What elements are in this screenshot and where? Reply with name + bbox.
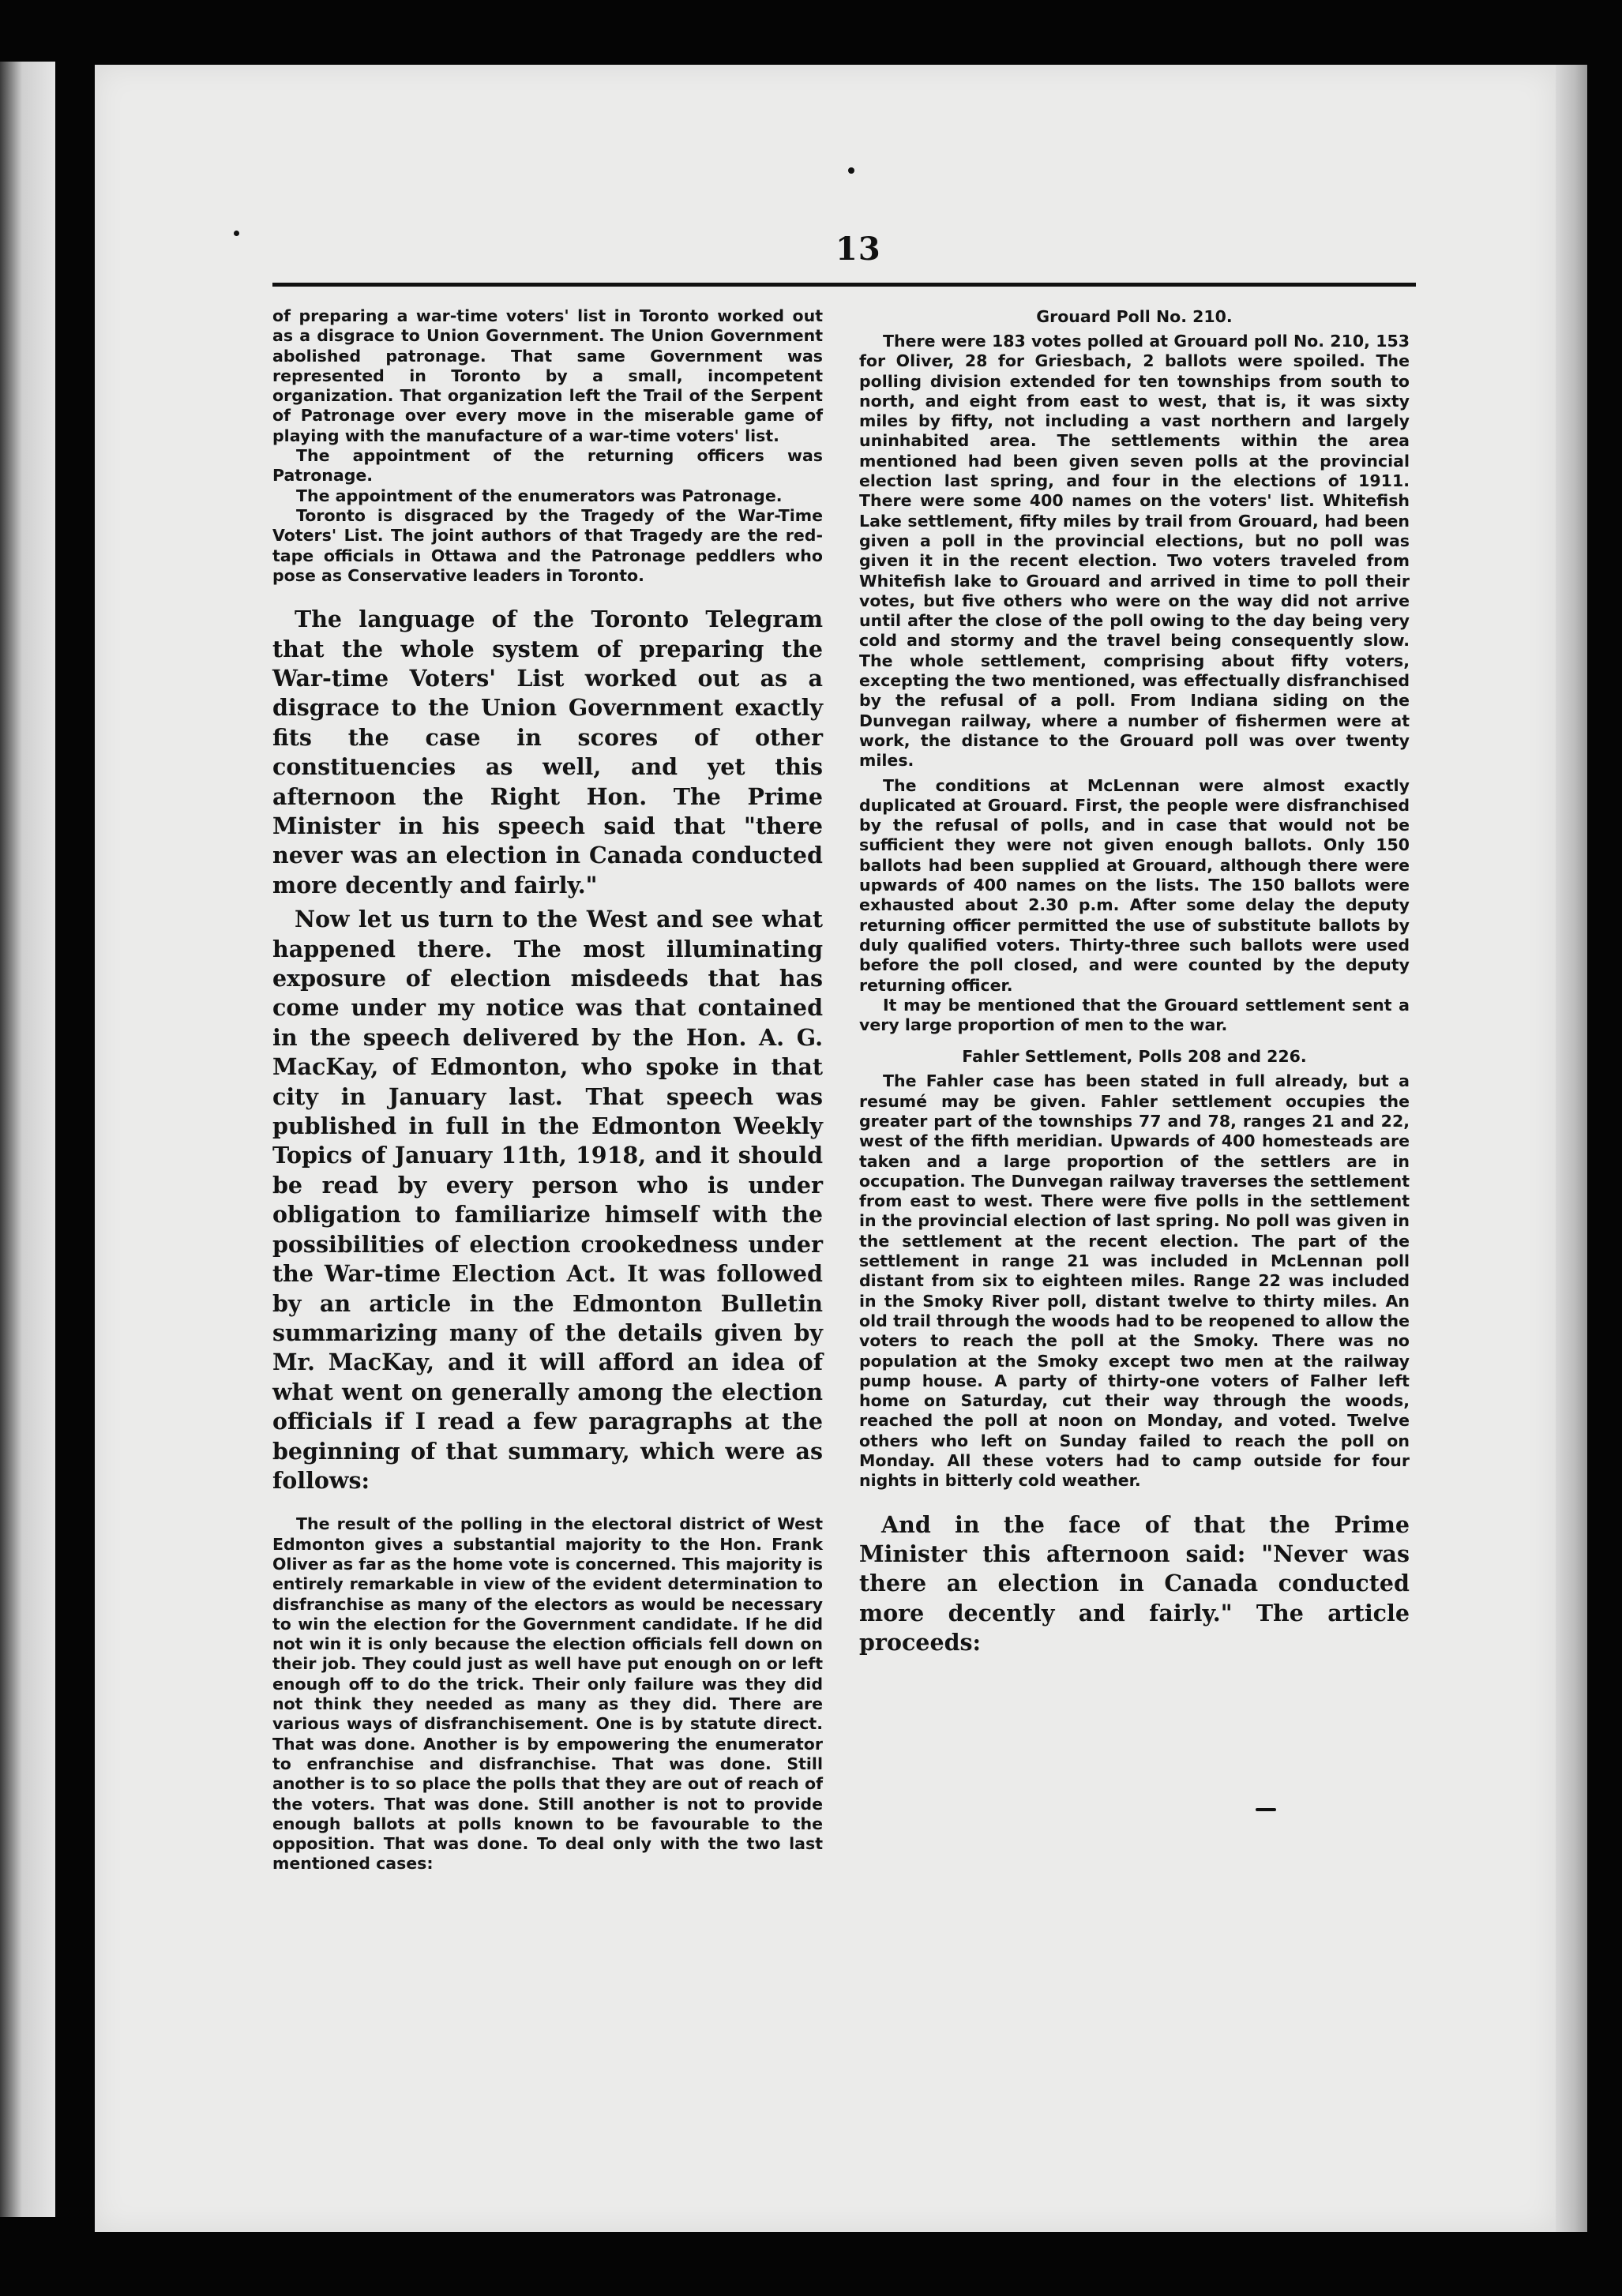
fahler-paragraph: The Fahler case has been stated in full already, but a resumé may be given. Fahler settlement occupies the greater part of the townships 77 and 78, ranges 21 and 22, west of the fifth meridian. Upwards of 400 homesteads are taken and a large proportion of the settlers are in occupation. The Dunvegan railway traverses the settlement from east to west. There were five polls in the settlement in the provincial election of last spring. No poll was given in the settlement at the recent election. The part of the settlement in range 21 was included in McLennan poll distant from six to eighteen miles. Range 22 was included in the Smoky River poll, distant twelve to thirty miles. An old trail through the woods had to be reopened to allow the voters to reach the poll at the Smoky. There was no population at the Smoky except two men at the railway pump house. A party of thirty-one voters of Falher left home on Saturday, cut their way through the woods, reached the poll at noon on Monday, and voted. Twelve others who left on Sunday failed to reach the poll on Monday. All these voters had to camp outside for four nights in bitterly cold weather. (859, 1071, 1410, 1491)
grouard-paragraph: The conditions at McLennan were almost exactly duplicated at Grouard. First, the people were disfranchised by the refusal of polls, and in case that would not be sufficient they were not given enough ballots. Only 150 ballots had been supplied at Grouard, although there were upwards of 400 names on the lists. The 150 ballots were exhausted about 2.30 p.m. After some delay the deputy returning officer permitted the use of substitute ballots by duly qualified voters. Thirty-three such ballots were used before the poll closed, and were counted by the deputy returning officer. (859, 775, 1410, 995)
ink-speck (848, 167, 854, 174)
quote-paragraph: The appointment of the returning officers was Patronage. (272, 446, 823, 486)
right-page-edge (1556, 65, 1587, 2232)
body-paragraph: The language of the Toronto Telegram that the whole system of preparing the War-time Voters' List worked out as a disgrace to the Union Government exactly fits the case in scores of other constituencies as well, and yet this afternoon the Right Hon. The Prime Minister in his speech said that "there never was an election in Canada conducted more decently and fairly." (272, 606, 823, 899)
quote-paragraph: The appointment of the enumerators was Patronage. (296, 486, 783, 505)
ink-speck (234, 231, 239, 236)
summary-paragraph: The result of the polling in the electoral district of West Edmonton gives a substantial majority to the Hon. Frank Oliver as far as the home vote is concerned. This majority is entirely remarkable in view of the evident determination to disfranchise as many of the electors as would be necessary to win the election for the Government candidate. If he did not win it is only because the election officials fell down on their job. They could just as well have put enough on or left enough off to do the trick. Their only failure was they did not think they needed as many as they did. There are various ways of disfranchisement. One is by statute direct. That was done. Another is by empowering the enumerator to enfranchise and disfranchise. That was done. Still another is to so place the polls that they are out of reach of the voters. That was done. Still another is not to provide enough ballots at polls known to be favourable to the opposition. That was done. To deal only with the two last mentioned cases: (272, 1514, 823, 1874)
grouard-paragraph: It may be mentioned that the Grouard settlement sent a very large proportion of men to the war. (859, 995, 1410, 1035)
fahler-heading: Fahler Settlement, Polls 208 and 226. (962, 1047, 1307, 1067)
closing-paragraph: And in the face of that the Prime Minister this afternoon said: "Never was there an election in Canada conducted more decently and fairly." The article proceeds: (859, 1510, 1410, 1656)
quote-paragraph: of preparing a war-time voters' list in Toronto worked out as a disgrace to Union Government. The Union Government abolished patronage. That same Government was represented in Toronto by a small, incompetent organization. That organization left the Trail of the Serpent of Patronage over every move in the miserable game of playing with the manufacture of a war-time voters' list. (272, 306, 823, 445)
right-column (859, 306, 1410, 1658)
body-paragraph: Now let us turn to the West and see what happened there. The most illuminating exposure of election misdeeds that has come under my notice was that contained in the speech delivered by the Hon. A. G. MacKay, of Edmonton, who spoke in that city in January last. That speech was published in full in the Edmonton Weekly Topics of January 11th, 1918, and it should be read by every person who is under obligation to familiarize himself with the possibilities of election crookedness under the War-time Election Act. It was followed by an article in the Edmonton Bulletin summarizing many of the details given by Mr. MacKay, and it will afford an idea of what went on generally among the election officials if I read a few paragraphs at the beginning of that summary, which were as follows: (272, 906, 823, 1494)
grouard-paragraph: There were 183 votes polled at Grouard poll No. 210, 153 for Oliver, 28 for Griesbach, 2 ballots were spoiled. The polling division extended for ten townships from south to north, and eight from east to west, that is, it was sixty miles by fifty, not including a vast northern and largely uninhabited area. The settlements within the area mentioned had been given seven polls at the provincial election last spring, and four in the elections of 1911. There were some 400 names on the voters' list. Whitefish Lake settlement, fifty miles by trail from Grouard, had been given a poll in the provincial elections, but no poll was given it in the recent election. Two voters traveled from Whitefish lake to Grouard and arrived in time to poll their votes, but five others who were on the way did not arrive until after the close of the poll owing to the day being very cold and stormy and the travel being consequently slow. The whole settlement, comprising about fifty voters, excepting the two mentioned, was effectually disfranchised by the refusal of a poll. From Indiana siding on the Dunvegan railway, where a number of fishermen were at work, the distance to the Grouard poll was over twenty miles. (859, 332, 1410, 771)
grouard-heading: Grouard Poll No. 210. (1036, 307, 1233, 326)
header-rule (272, 283, 1416, 287)
left-page-edge (0, 62, 55, 2217)
quote-paragraph: Toronto is disgraced by the Tragedy of the War-Time Voters' List. The joint authors of that Tragedy are the red-tape officials in Ottawa and the Patronage peddlers who pose as Conservative leaders in Toronto. (272, 505, 823, 585)
left-column (272, 306, 823, 1874)
page-number: 13 (835, 231, 881, 268)
ink-speck (1256, 1808, 1276, 1811)
